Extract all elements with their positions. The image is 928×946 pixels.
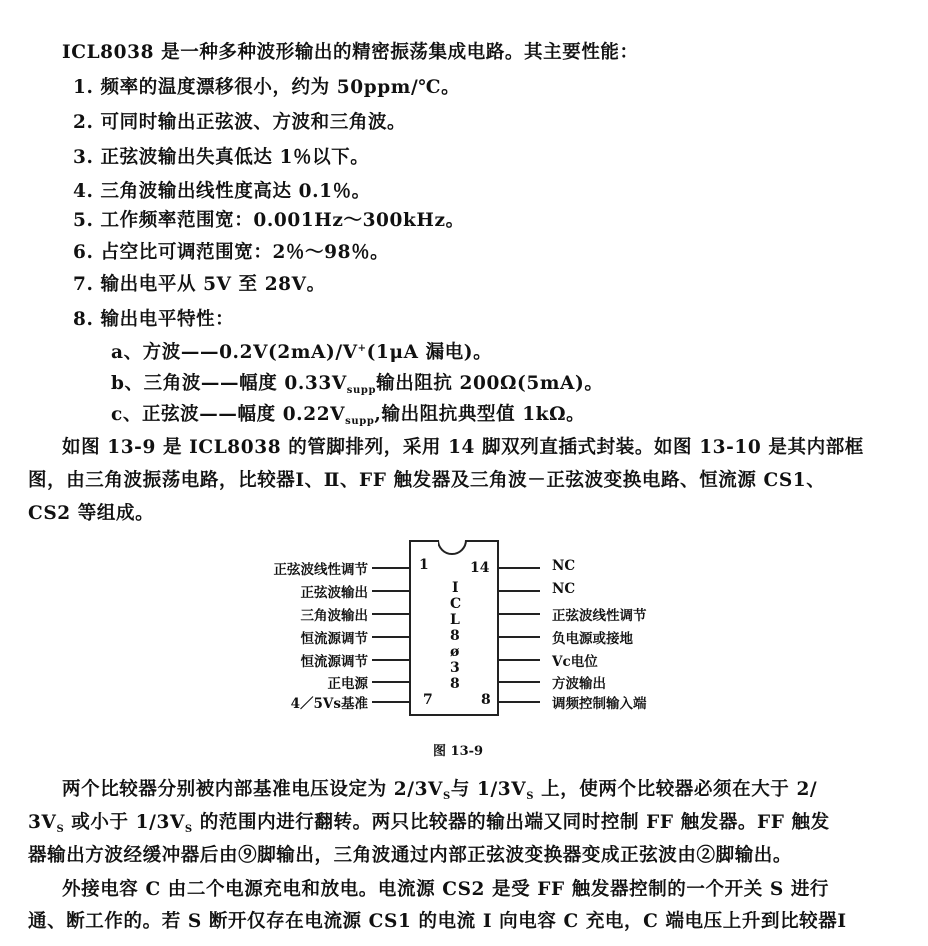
left-pin-label: 恒流源调节	[300, 654, 368, 670]
output-level-a-post: (1μA 漏电)。	[366, 342, 493, 363]
pin-lead	[372, 636, 409, 638]
output-level-c-pre: c、正弦波——幅度 0.22V	[111, 404, 346, 425]
pin-lead	[372, 613, 409, 615]
chip-name-char: C	[450, 596, 462, 612]
left-pin-label: 恒流源调节	[300, 631, 368, 647]
output-level-a-sup: +	[357, 343, 367, 354]
para2-line-2-s2: S	[184, 824, 193, 835]
pin-14-number: 14	[470, 560, 490, 576]
output-level-b-post: 输出阻抗 200Ω(5mA)。	[376, 373, 604, 394]
chip-name-char: L	[450, 612, 460, 628]
right-pin-label: 负电源或接地	[552, 631, 633, 647]
para3-line-2: 通、断工作的。若 S 断开仅存在电流源 CS1 的电流 I 向电容 C 充电，C 端电压上升到比较器Ⅰ	[28, 911, 847, 932]
feature-5: 5. 工作频率范围宽：0.001Hz～300kHz。	[73, 210, 465, 231]
left-pin-label: 4／5Vs基准	[290, 696, 368, 712]
para2-line-1-b: 与 1/3V	[450, 779, 527, 800]
para3-line-1: 外接电容 C 由二个电源充电和放电。电流源 CS2 是受 FF 触发器控制的一个开关 S 进行	[62, 879, 830, 900]
output-level-c-post: ,输出阻抗典型值 1kΩ。	[374, 404, 586, 425]
output-level-b-pre: b、三角波——幅度 0.33V	[111, 373, 347, 394]
para1-line-1: 如图 13-9 是 ICL8038 的管脚排列，采用 14 脚双列直插式封装。如图 13-10 是其内部框	[62, 437, 864, 458]
feature-6: 6. 占空比可调范围宽：2％～98％。	[73, 242, 390, 263]
pin-lead	[497, 590, 540, 592]
left-pin-label: 正弦波输出	[300, 585, 368, 601]
output-level-c	[111, 400, 585, 426]
para2-line-1	[62, 775, 817, 801]
para1-line-2: 图，由三角波振荡电路，比较器Ⅰ、Ⅱ、FF 触发器及三角波－正弦波变换电路、恒流源 CS1、	[28, 470, 826, 491]
pin-lead	[497, 636, 540, 638]
output-level-a	[111, 338, 492, 364]
feature-4: 4. 三角波输出线性度高达 0.1％。	[73, 181, 371, 202]
pin-1-number: 1	[419, 557, 429, 573]
para2-line-3: 器输出方波经缓冲器后由⑨脚输出，三角波通过内部正弦波变换器变成正弦波由②脚输出。	[28, 845, 793, 866]
intro-text: ICL8038 是一种多种波形输出的精密振荡集成电路。其主要性能：	[62, 42, 639, 63]
pin-lead	[497, 567, 540, 569]
para2-line-2-a: 3V	[28, 812, 57, 833]
left-pin-label: 正弦波线性调节	[273, 562, 368, 578]
figure-caption: 图 13-9	[433, 744, 484, 759]
para2-line-1-s1: S	[443, 791, 451, 802]
para2-line-2-s1: S	[56, 824, 65, 835]
pin-lead	[497, 681, 540, 683]
para2-line-2	[28, 808, 830, 834]
pin-lead	[372, 590, 409, 592]
pin-lead	[372, 701, 409, 703]
feature-3: 3. 正弦波输出失真低达 1％以下。	[73, 147, 370, 168]
pin-lead	[372, 567, 409, 569]
right-pin-label: 正弦波线性调节	[552, 608, 647, 624]
para2-line-1-a: 两个比较器分别被内部基准电压设定为 2/3V	[62, 779, 443, 800]
para2-line-2-b: 或小于 1/3V	[64, 812, 185, 833]
para2-line-1-c: 上，使两个比较器必须在大于 2/	[534, 779, 818, 800]
pin-lead	[372, 659, 409, 661]
feature-8: 8. 输出电平特性：	[73, 309, 235, 330]
pin-7-number: 7	[423, 692, 433, 708]
right-pin-label: 方波输出	[552, 676, 606, 692]
para1-line-3: CS2 等组成。	[28, 503, 155, 524]
output-level-b	[111, 369, 603, 395]
chip-name-char: 8	[450, 676, 460, 692]
feature-1: 1. 频率的温度漂移很小，约为 50ppm/℃。	[73, 77, 461, 98]
output-level-b-sub: supp	[346, 385, 377, 396]
para2-line-1-s2: S	[526, 791, 535, 802]
output-level-c-sub: supp	[345, 416, 375, 427]
feature-2: 2. 可同时输出正弦波、方波和三角波。	[73, 112, 407, 133]
pin-lead	[497, 613, 540, 615]
chip-name-char: I	[452, 580, 459, 596]
output-level-a-pre: a、方波——0.2V(2mA)/V	[111, 342, 358, 363]
feature-7: 7. 输出电平从 5V 至 28V。	[73, 274, 326, 295]
chip-notch	[438, 536, 468, 556]
pin-lead	[372, 681, 409, 683]
para2-line-2-c: 的范围内进行翻转。两只比较器的输出端又同时控制 FF 触发器。FF 触发	[192, 812, 830, 833]
pin-lead	[497, 701, 540, 703]
chip-name-char: 3	[450, 660, 460, 676]
left-pin-label: 三角波输出	[300, 608, 368, 624]
pin-8-number: 8	[481, 692, 491, 708]
right-pin-label: 调频控制输入端	[552, 696, 647, 712]
pin-lead	[497, 659, 540, 661]
right-pin-label: NC	[552, 581, 576, 597]
right-pin-label: Vc电位	[552, 654, 598, 670]
chip-name-char: ø	[450, 644, 460, 660]
chip-name-char: 8	[450, 628, 460, 644]
left-pin-label: 正电源	[327, 676, 368, 692]
right-pin-label: NC	[552, 558, 576, 574]
